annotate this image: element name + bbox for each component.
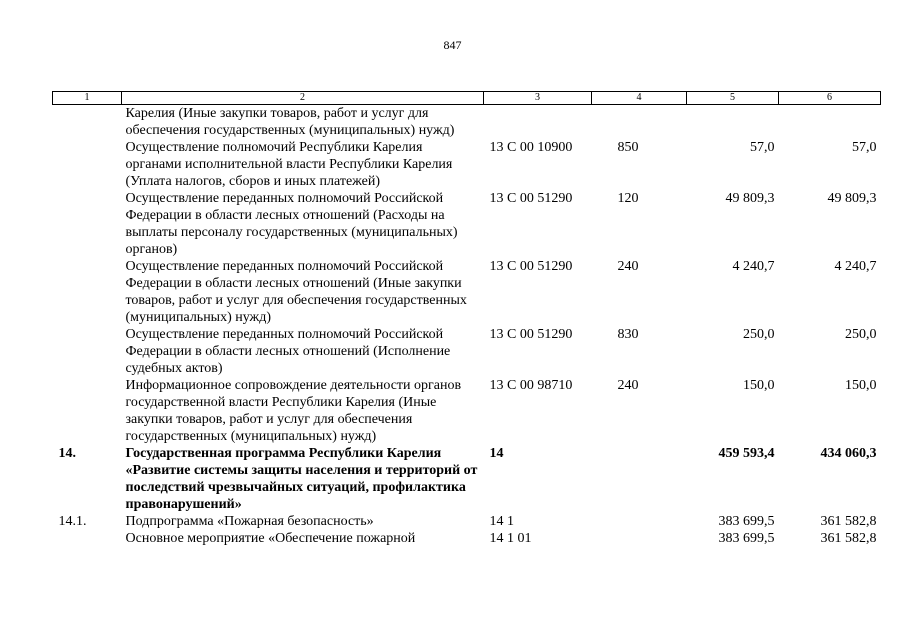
amount-year-2: 57,0	[852, 140, 877, 155]
target-article-code: 14	[489, 446, 504, 461]
row-index	[53, 105, 122, 140]
row-index	[53, 377, 122, 445]
expense-type-code: 120	[617, 191, 639, 206]
page-number: 847	[443, 38, 462, 52]
table-row	[53, 258, 881, 326]
target-article-code: 13 С 00 98710	[489, 378, 573, 393]
expense-type-code	[592, 513, 687, 530]
column-header: 2	[122, 92, 484, 105]
amount-year-1: 49 809,3	[725, 191, 775, 206]
table-row	[53, 139, 881, 190]
row-name: Информационное сопровождение деятельности органов государственной власти Республики Карелия (Иные закупки товаров, работ и услуг для обеспечения государственных (муниципальных) нужд)	[125, 378, 462, 444]
table-row	[53, 326, 881, 377]
row-index	[53, 139, 122, 190]
column-header: 4	[592, 92, 687, 105]
row-index	[53, 326, 122, 377]
target-article-code: 13 С 00 51290	[489, 327, 573, 342]
target-article-code: 14 1	[489, 514, 514, 529]
target-article-code: 13 С 00 51290	[489, 259, 573, 274]
amount-year-2: 361 582,8	[820, 531, 877, 546]
row-name: Осуществление переданных полномочий Российской Федерации в области лесных отношений (Расходы на выплаты персоналу государственных (муниципальных) органов)	[125, 191, 458, 257]
target-article-code: 13 С 00 51290	[489, 191, 573, 206]
column-header: 1	[53, 92, 122, 105]
amount-year-1: 383 699,5	[718, 514, 775, 529]
amount-year-2: 49 809,3	[827, 191, 877, 206]
table-row	[53, 445, 881, 513]
amount-year-1: 57,0	[750, 140, 775, 155]
target-article-code: 13 С 00 10900	[489, 140, 573, 155]
column-header: 3	[484, 92, 592, 105]
target-article-code	[484, 105, 592, 140]
amount-year-1	[687, 105, 779, 140]
row-name: Основное мероприятие «Обеспечение пожарной	[125, 531, 416, 546]
column-header: 6	[779, 92, 881, 105]
amount-year-1: 150,0	[743, 378, 775, 393]
row-name: Подпрограмма «Пожарная безопасность»	[125, 514, 374, 529]
amount-year-1: 459 593,4	[718, 446, 775, 461]
expense-type-code: 850	[617, 140, 639, 155]
amount-year-2: 4 240,7	[834, 259, 877, 274]
row-name: Карелия (Иные закупки товаров, работ и услуг для обеспечения государственных (муниципальных) нужд)	[125, 106, 455, 138]
amount-year-2: 250,0	[845, 327, 877, 342]
table-header-row	[53, 92, 881, 105]
expense-type-code	[592, 105, 687, 140]
amount-year-2: 361 582,8	[820, 514, 877, 529]
row-index	[53, 190, 122, 258]
amount-year-2	[779, 105, 881, 140]
row-name: Государственная программа Республики Карелия «Развитие системы защиты населения и территорий от последствий чрезвычайных ситуаций, профилактика правонарушений»	[125, 446, 478, 512]
table-row	[53, 105, 881, 140]
row-name: Осуществление полномочий Республики Карелия органами исполнительной власти Республики Карелия (Уплата налогов, сборов и иных платежей)	[125, 140, 453, 189]
expense-type-code	[592, 530, 687, 547]
table-row	[53, 377, 881, 445]
row-index	[53, 530, 122, 547]
row-name: Осуществление переданных полномочий Российской Федерации в области лесных отношений (Иные закупки товаров, работ и услуг для обеспечения государственных (муниципальных) нужд)	[125, 259, 467, 325]
expense-type-code: 240	[617, 378, 639, 393]
row-index: 14.1.	[58, 514, 87, 529]
target-article-code: 14 1 01	[489, 531, 532, 546]
amount-year-1: 4 240,7	[732, 259, 775, 274]
expense-type-code: 240	[617, 259, 639, 274]
amount-year-2: 150,0	[845, 378, 877, 393]
row-index	[53, 258, 122, 326]
table-row	[53, 190, 881, 258]
row-name: Осуществление переданных полномочий Российской Федерации в области лесных отношений (Исполнение судебных актов)	[125, 327, 451, 376]
amount-year-1: 383 699,5	[718, 531, 775, 546]
expense-type-code	[592, 445, 687, 513]
column-header: 5	[687, 92, 779, 105]
row-index: 14.	[58, 446, 76, 461]
budget-table	[52, 91, 881, 547]
table-row	[53, 513, 881, 530]
amount-year-1: 250,0	[743, 327, 775, 342]
amount-year-2: 434 060,3	[820, 446, 877, 461]
expense-type-code: 830	[617, 327, 639, 342]
table-row	[53, 530, 881, 547]
